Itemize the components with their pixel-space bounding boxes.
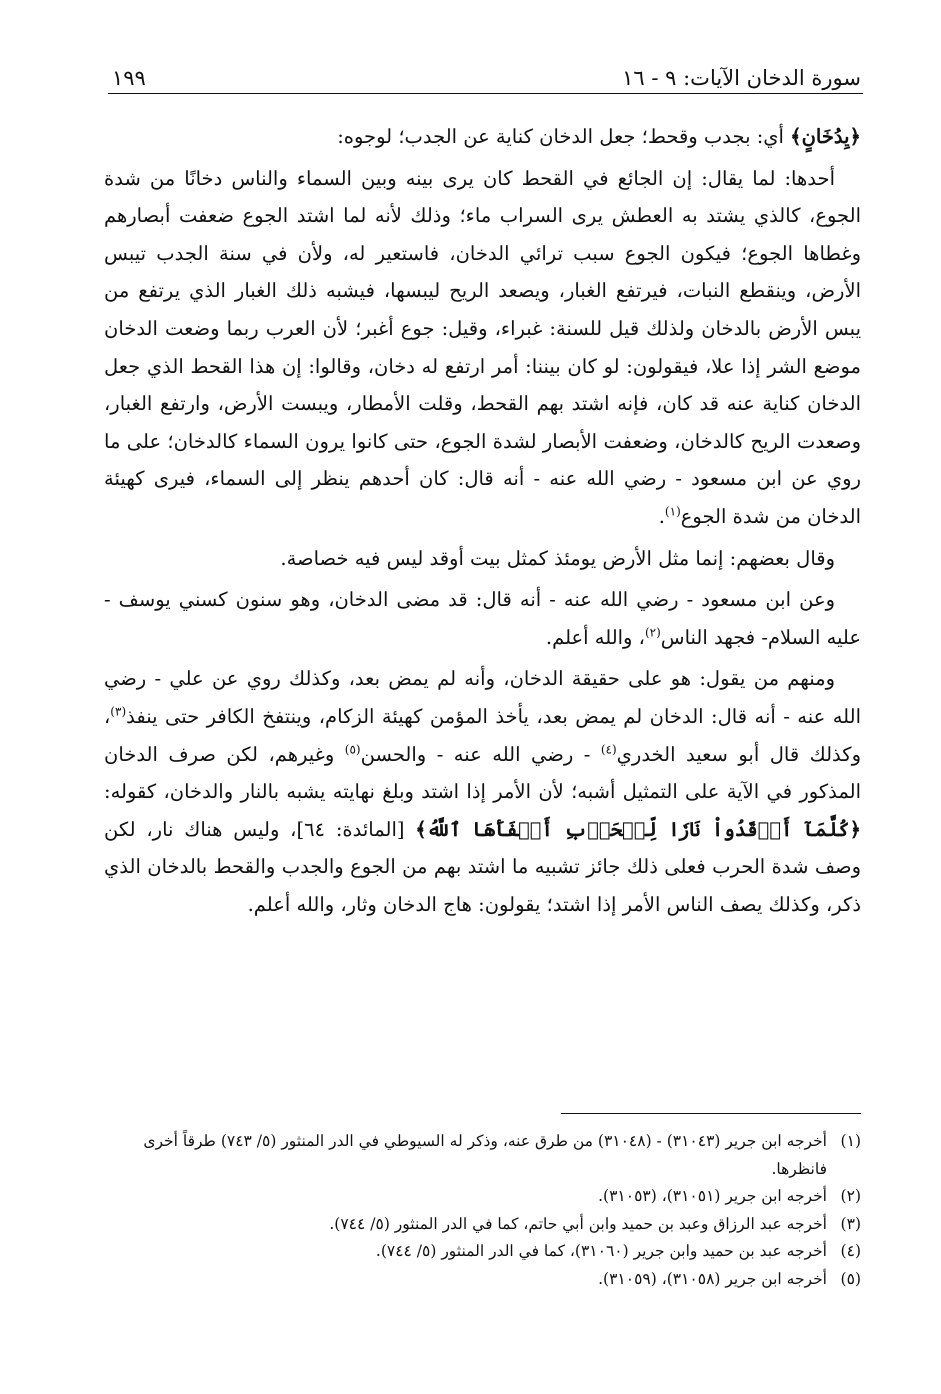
footnotes xyxy=(104,1128,861,1294)
paragraph-text: . xyxy=(658,504,665,528)
footnote-item xyxy=(104,1266,861,1294)
footnote-text: أخرجه ابن جرير (٣١٠٥٨)، (٣١٠٥٩). xyxy=(598,1269,827,1288)
footnote-text: أخرجه عبد الرزاق وعبد بن حميد وابن أبي حاتم، كما في الدر المنثور (٥/ ٧٤٤). xyxy=(329,1214,827,1233)
footnote-text: أخرجه ابن جرير (٣١٠٤٣) - (٣١٠٤٨) من طرق عنه، وذكر له السيوطي في الدر المنثور (٥/ ٧٤٣) طرقاً أخرى فانظرها. xyxy=(143,1132,827,1178)
paragraph-text: وغيرهم، لكن صرف الدخان المذكور في الآية على التمثيل أشبه؛ لأن الأمر إذا اشتد وبلغ نهايته يشبه بالنار والدخان، كقوله: xyxy=(104,742,861,804)
paragraph-text: [المائدة: ٦٤]، وليس هناك نار، لكن وصف شدة الحرب فعلى ذلك جائز تشبيه ما اشتد بهم من الجوع والجدب والقحط بالدخان الذي ذكر، وكذلك يصف الناس الأمر إذا اشتد؛ يقولون: هاج الدخان وثار، والله أعلم. xyxy=(104,817,861,916)
running-header xyxy=(112,56,861,90)
header-title: سورة الدخان الآيات: ٩ - ١٦ xyxy=(622,66,861,90)
footnote-text: أخرجه ابن جرير (٣١٠٥١)، (٣١٠٥٣). xyxy=(598,1187,827,1206)
paragraph-1 xyxy=(104,118,861,156)
paragraph-text: وقال بعضهم: إنما مثل الأرض يومئذ كمثل بيت أوقد ليس فيه خصاصة. xyxy=(280,546,835,570)
footnote-divider xyxy=(561,1113,861,1114)
paragraph-text: أي: بجدب وقحط؛ جعل الدخان كناية عن الجدب؛ لوجوه: xyxy=(337,125,791,148)
footnote-item xyxy=(104,1211,861,1239)
footnote-ref[interactable]: (٤) xyxy=(600,742,617,756)
footnote-number: (٣) xyxy=(840,1214,861,1233)
main-text xyxy=(104,118,861,927)
footnote-number: (١) xyxy=(840,1132,861,1150)
footnote-ref[interactable]: (١) xyxy=(664,504,681,519)
footnote-number: (٥) xyxy=(840,1269,861,1288)
footnote-ref[interactable]: (٥) xyxy=(344,742,361,756)
footnote-number: (٢) xyxy=(840,1187,861,1206)
paragraph-text: ، والله أعلم. xyxy=(545,625,645,649)
footnote-text: أخرجه عبد بن حميد وابن جرير (٣١٠٦٠)، كما في الدر المنثور (٥/ ٧٤٤). xyxy=(375,1242,827,1261)
footnote-item xyxy=(104,1183,861,1211)
paragraph-text: وعن ابن مسعود - رضي الله عنه - أنه قال: قد مضى الدخان، وهو سنون كسني يوسف - عليه السلام- فجهد الناس xyxy=(104,588,861,649)
paragraph-text: أحدها: لما يقال: إن الجائع في القحط كان يرى بينه وبين السماء والناس دخانًا من شدة الجوع، كالذي يشتد به العطش يرى السراب ماء؛ وذلك لأنه لما اشتد الجوع ضعفت أبصارهم وغطاها الجوع؛ فيكون الجوع سبب ترائي الدخان، فاستعير له، ولأن في سنة الجدب تيبس الأرض، وينقطع النبات، فيرتفع الغبار، ويصعد الريح ليبسها، فيشبه ذلك الغبار الذي يرتفع من يبس الأرض بالدخان ولذلك قيل للسنة: غبراء، وقيل: جوع أغبر؛ لأن العرب ربما وضعت الدخان موضع الشر إذا علا، فيقولون: لو كان بيننا: أمر ارتفع له دخان، وقالوا: إن هذا القحط الذي جعل الدخان كناية عنه قد كان، فإنه اشتد بهم القحط، وقلت الأمطار، ويبست الأرض، وارتفع الغبار، وصعدت الريح كالدخان، وضعفت الأبصار لشدة الجوع، حتى كانوا يرون السماء كالدخان؛ على ما روي عن ابن مسعود - رضي الله عنه - أنه قال: كان أحدهم ينظر إلى السماء، فيرى كهيئة الدخان من شدة الجوع xyxy=(104,166,861,528)
paragraph-text: ، وكذلك قال أبو سعيد الخدري xyxy=(104,704,861,766)
paragraph-2 xyxy=(104,160,861,536)
footnote-item xyxy=(104,1128,861,1183)
page-number: ١٩٩ xyxy=(112,66,146,90)
paragraph-text: ومنهم من يقول: هو على حقيقة الدخان، وأنه لم يمض بعد، وكذلك روي عن علي - رضي الله عنه - أنه قال: الدخان لم يمض بعد، يأخذ المؤمن كهيئة الزكام، وينتفخ الكافر حتى ينفذ xyxy=(104,667,861,728)
paragraph-3 xyxy=(104,540,861,578)
quran-quote: ﴿كُلَّمَآ أَوۡقَدُواْ نَارٗا لِّلۡحَرۡبِ أَطۡفَأَهَا ٱللَّهُ﴾ xyxy=(415,817,861,841)
footnote-item xyxy=(104,1238,861,1266)
footnote-ref[interactable]: (٢) xyxy=(644,625,661,640)
paragraph-5 xyxy=(104,660,861,923)
footnote-number: (٤) xyxy=(840,1242,861,1261)
quran-quote: ﴿يِدُخَانٍ﴾ xyxy=(790,125,861,148)
paragraph-4 xyxy=(104,581,861,656)
header-divider xyxy=(108,93,863,94)
footnote-ref[interactable]: (٣) xyxy=(110,704,127,719)
paragraph-text: - رضي الله عنه - والحسن xyxy=(360,742,601,766)
